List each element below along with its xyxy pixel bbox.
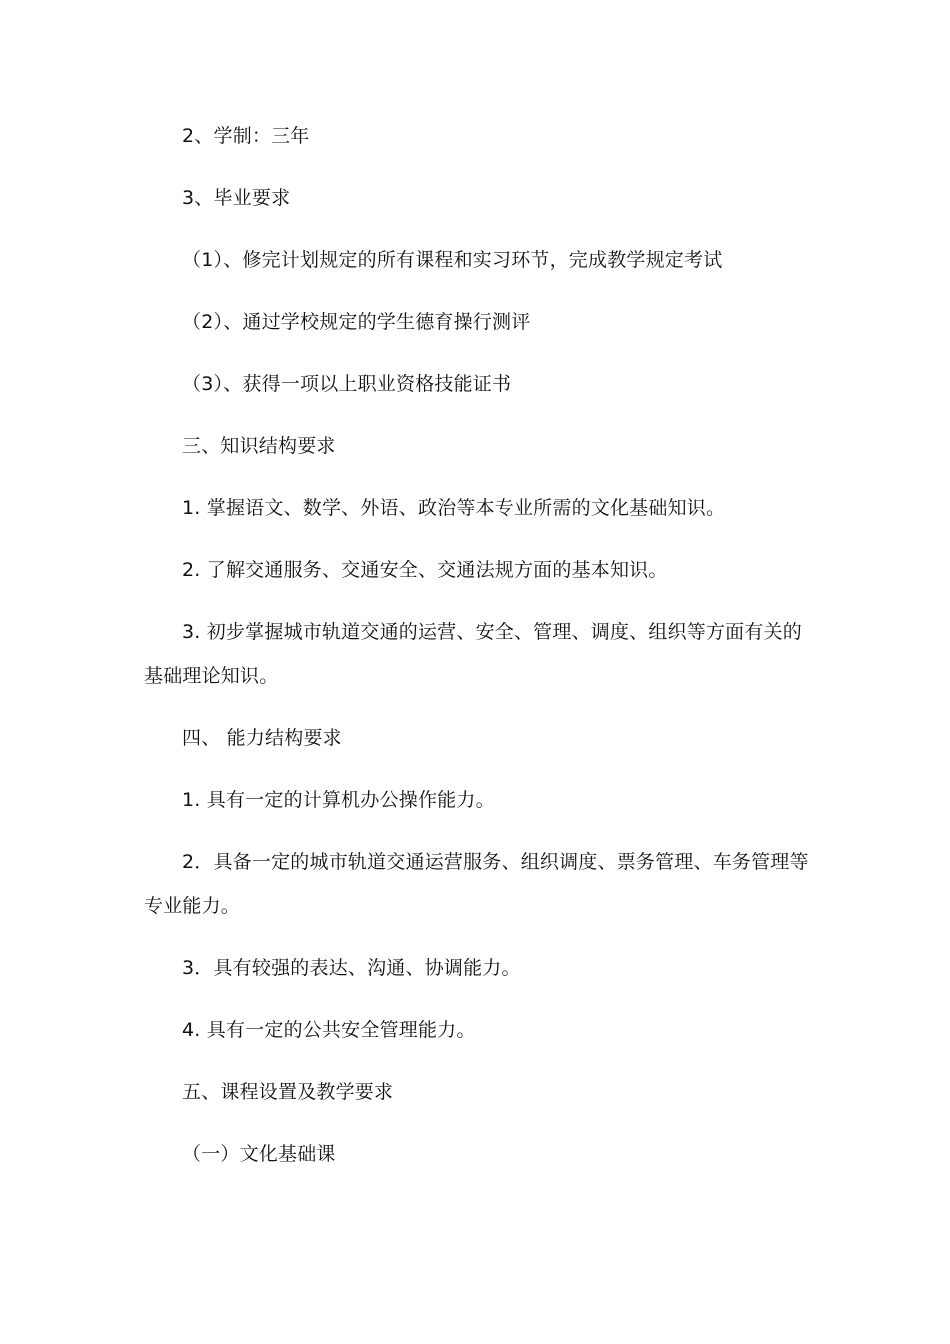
ability-item-2: 2．具备一定的城市轨道交通运营服务、组织调度、票务管理、车务管理等 xyxy=(182,851,809,873)
item-study-years: 2、学制：三年 xyxy=(182,125,310,147)
section-heading-knowledge: 三、知识结构要求 xyxy=(182,435,336,457)
section-heading-curriculum: 五、课程设置及教学要求 xyxy=(182,1081,394,1103)
knowledge-item-3-continued: 基础理论知识。 xyxy=(144,665,279,687)
requirement-certificate: （3）、获得一项以上职业资格技能证书 xyxy=(182,373,512,395)
knowledge-item-2: 2. 了解交通服务、交通安全、交通法规方面的基本知识。 xyxy=(182,559,668,581)
ability-item-1: 1. 具有一定的计算机办公操作能力。 xyxy=(182,789,495,811)
ability-item-4: 4. 具有一定的公共安全管理能力。 xyxy=(182,1019,476,1041)
requirement-courses: （1）、修完计划规定的所有课程和实习环节，完成教学规定考试 xyxy=(182,249,723,271)
knowledge-item-1: 1. 掌握语文、数学、外语、政治等本专业所需的文化基础知识。 xyxy=(182,497,726,519)
ability-item-2-continued: 专业能力。 xyxy=(144,895,241,917)
knowledge-item-3: 3. 初步掌握城市轨道交通的运营、安全、管理、调度、组织等方面有关的 xyxy=(182,621,802,643)
ability-item-3: 3．具有较强的表达、沟通、协调能力。 xyxy=(182,957,521,979)
subsection-heading-basic-courses: （一）文化基础课 xyxy=(182,1143,336,1165)
requirement-moral-evaluation: （2）、通过学校规定的学生德育操行测评 xyxy=(182,311,531,333)
section-heading-ability: 四、 能力结构要求 xyxy=(182,727,342,749)
item-graduation-requirements: 3、毕业要求 xyxy=(182,187,291,209)
